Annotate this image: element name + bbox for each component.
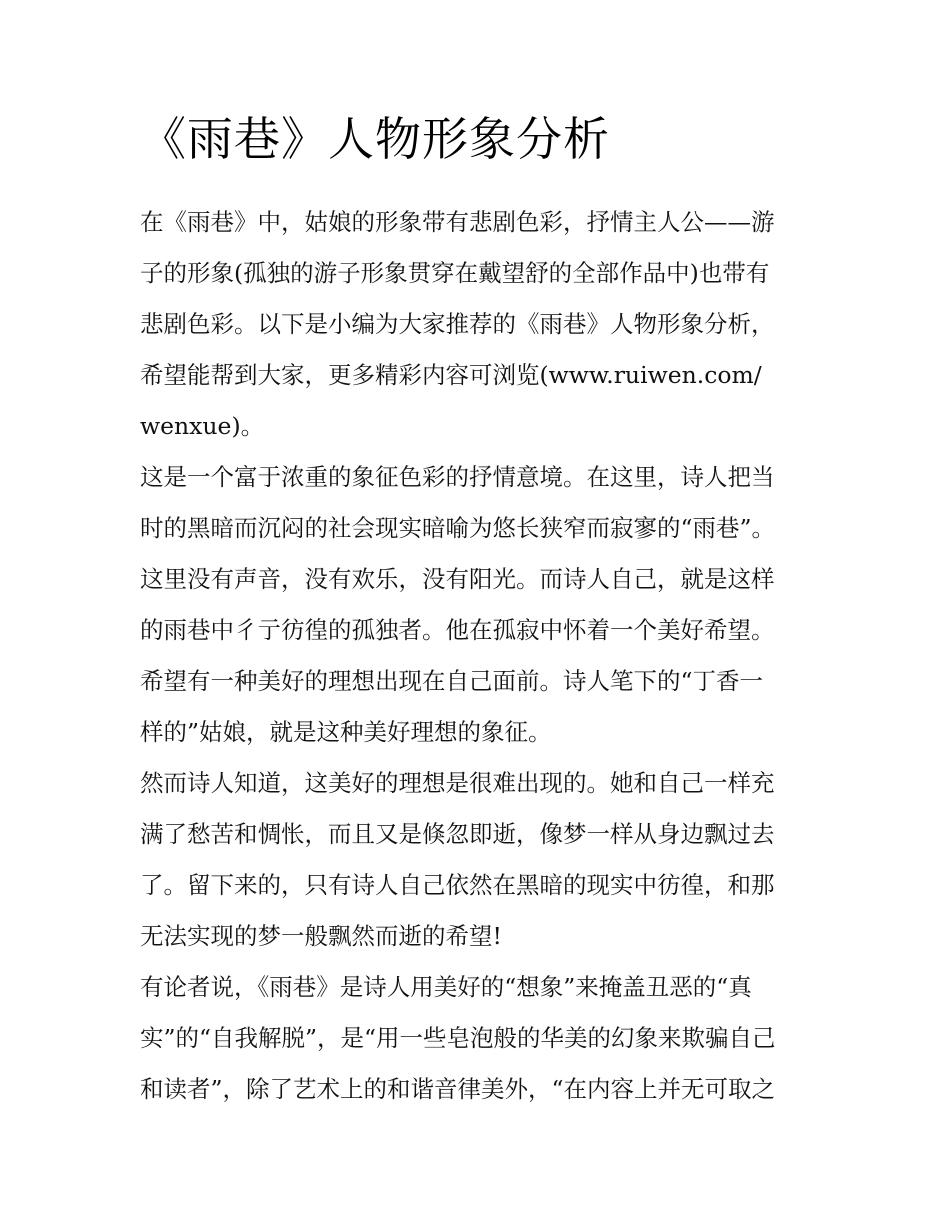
body-line-6: 这是一个富于浓重的象征色彩的抒情意境。在这里，诗人把当 (140, 463, 775, 491)
body-line-5: wenxue)。 (140, 412, 265, 440)
body-line-9: 的雨巷中彳亍彷徨的孤独者。他在孤寂中怀着一个美好希望。 (140, 616, 775, 644)
body-line-7: 时的黑暗而沉闷的社会现实暗喻为悠长狭窄而寂寥的“雨巷”。 (140, 514, 776, 542)
body-line-1: 在《雨巷》中，姑娘的形象带有悲剧色彩，抒情主人公——游 (140, 208, 775, 236)
body-line-16: 有论者说，《雨巷》是诗人用美好的“想象”来掩盖丑恶的“真 (140, 973, 752, 1001)
body-line-11: 样的”姑娘，就是这种美好理想的象征。 (140, 718, 552, 746)
body-line-13: 满了愁苦和惆怅，而且又是倏忽即逝，像梦一样从身边飘过去 (140, 820, 775, 848)
body-line-8: 这里没有声音，没有欢乐，没有阳光。而诗人自己，就是这样 (140, 565, 775, 593)
body-line-10: 希望有一种美好的理想出现在自己面前。诗人笔下的“丁香一 (140, 667, 764, 695)
body-line-18: 和读者”，除了艺术上的和谐音律美外，“在内容上并无可取之 (140, 1075, 776, 1103)
body-line-15: 无法实现的梦一般飘然而逝的希望! (140, 922, 502, 950)
body-line-2: 子的形象(孤独的游子形象贯穿在戴望舒的全部作品中)也带有 (140, 259, 770, 287)
body-line-14: 了。留下来的，只有诗人自己依然在黑暗的现实中彷徨，和那 (140, 871, 775, 899)
body-line-3: 悲剧色彩。以下是小编为大家推荐的《雨巷》人物形象分析， (140, 310, 775, 338)
body-line-17: 实”的“自我解脱”，是“用一些皂泡般的华美的幻象来欺骗自己 (140, 1024, 776, 1052)
body-line-4: 希望能帮到大家，更多精彩内容可浏览(www.ruiwen.com/ (140, 361, 762, 389)
document-title: 《雨巷》人物形象分析 (140, 112, 610, 166)
body-line-12: 然而诗人知道，这美好的理想是很难出现的。她和自己一样充 (140, 769, 775, 797)
